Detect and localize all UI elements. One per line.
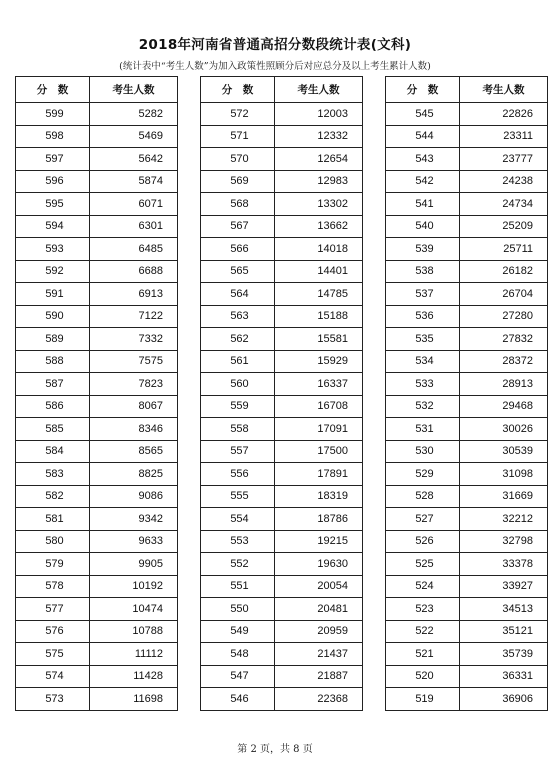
score-cell: 570 xyxy=(201,148,275,171)
table-row xyxy=(386,328,548,351)
score-cell: 565 xyxy=(201,260,275,283)
score-cell: 588 xyxy=(16,350,90,373)
table-row xyxy=(386,508,548,531)
table-row xyxy=(201,328,363,351)
score-cell: 564 xyxy=(201,283,275,306)
table-row xyxy=(201,350,363,373)
table-row xyxy=(201,643,363,666)
score-cell: 568 xyxy=(201,193,275,216)
score-cell: 573 xyxy=(16,688,90,711)
count-cell: 14785 xyxy=(275,283,363,306)
table-row xyxy=(201,665,363,688)
score-cell: 558 xyxy=(201,418,275,441)
count-cell: 12983 xyxy=(275,170,363,193)
count-cell: 31669 xyxy=(460,485,548,508)
score-cell: 542 xyxy=(386,170,460,193)
score-cell: 538 xyxy=(386,260,460,283)
count-cell: 5469 xyxy=(90,125,178,148)
count-cell: 17091 xyxy=(275,418,363,441)
table-row xyxy=(386,103,548,126)
table-row xyxy=(386,643,548,666)
count-cell: 11698 xyxy=(90,688,178,711)
score-cell: 536 xyxy=(386,305,460,328)
count-cell: 6301 xyxy=(90,215,178,238)
count-cell: 34513 xyxy=(460,598,548,621)
table-row xyxy=(386,238,548,261)
count-cell: 5282 xyxy=(90,103,178,126)
score-cell: 552 xyxy=(201,553,275,576)
count-cell: 14401 xyxy=(275,260,363,283)
header-score: 分 数 xyxy=(386,77,460,103)
count-cell: 15188 xyxy=(275,305,363,328)
table-row xyxy=(201,260,363,283)
score-cell: 549 xyxy=(201,620,275,643)
header-score: 分 数 xyxy=(201,77,275,103)
count-cell: 26182 xyxy=(460,260,548,283)
count-cell: 5874 xyxy=(90,170,178,193)
table-row xyxy=(201,125,363,148)
table-row xyxy=(16,418,178,441)
score-cell: 577 xyxy=(16,598,90,621)
score-cell: 575 xyxy=(16,643,90,666)
table-row xyxy=(201,373,363,396)
score-cell: 592 xyxy=(16,260,90,283)
count-cell: 24238 xyxy=(460,170,548,193)
table-row xyxy=(386,350,548,373)
table-row xyxy=(16,103,178,126)
count-cell: 8067 xyxy=(90,395,178,418)
score-cell: 550 xyxy=(201,598,275,621)
count-cell: 20054 xyxy=(275,575,363,598)
count-cell: 9633 xyxy=(90,530,178,553)
table-row xyxy=(16,193,178,216)
table-row xyxy=(201,508,363,531)
table-row xyxy=(16,215,178,238)
count-cell: 16708 xyxy=(275,395,363,418)
table-row xyxy=(201,418,363,441)
table-row xyxy=(16,508,178,531)
score-cell: 581 xyxy=(16,508,90,531)
score-cell: 591 xyxy=(16,283,90,306)
score-cell: 525 xyxy=(386,553,460,576)
table-row xyxy=(201,193,363,216)
count-cell: 35121 xyxy=(460,620,548,643)
score-cell: 548 xyxy=(201,643,275,666)
score-cell: 590 xyxy=(16,305,90,328)
table-row xyxy=(201,440,363,463)
table-row xyxy=(16,283,178,306)
table-row xyxy=(201,283,363,306)
score-cell: 520 xyxy=(386,665,460,688)
header-count: 考生人数 xyxy=(460,77,548,103)
table-row xyxy=(16,170,178,193)
score-cell: 559 xyxy=(201,395,275,418)
table-row xyxy=(386,553,548,576)
score-cell: 561 xyxy=(201,350,275,373)
table-row xyxy=(386,148,548,171)
score-cell: 547 xyxy=(201,665,275,688)
count-cell: 7122 xyxy=(90,305,178,328)
score-cell: 540 xyxy=(386,215,460,238)
score-cell: 556 xyxy=(201,463,275,486)
table-row xyxy=(16,260,178,283)
score-cell: 578 xyxy=(16,575,90,598)
count-cell: 15581 xyxy=(275,328,363,351)
score-cell: 521 xyxy=(386,643,460,666)
count-cell: 8565 xyxy=(90,440,178,463)
count-cell: 6688 xyxy=(90,260,178,283)
table-row xyxy=(201,575,363,598)
count-cell: 8825 xyxy=(90,463,178,486)
score-cell: 593 xyxy=(16,238,90,261)
table-row xyxy=(386,418,548,441)
score-cell: 571 xyxy=(201,125,275,148)
table-row xyxy=(386,688,548,711)
table-row xyxy=(16,440,178,463)
score-cell: 551 xyxy=(201,575,275,598)
score-cell: 524 xyxy=(386,575,460,598)
table-row xyxy=(16,350,178,373)
score-cell: 557 xyxy=(201,440,275,463)
count-cell: 21887 xyxy=(275,665,363,688)
count-cell: 30539 xyxy=(460,440,548,463)
count-cell: 22826 xyxy=(460,103,548,126)
count-cell: 12332 xyxy=(275,125,363,148)
count-cell: 25209 xyxy=(460,215,548,238)
count-cell: 18319 xyxy=(275,485,363,508)
score-cell: 553 xyxy=(201,530,275,553)
count-cell: 28372 xyxy=(460,350,548,373)
score-cell: 535 xyxy=(386,328,460,351)
count-cell: 33927 xyxy=(460,575,548,598)
count-cell: 27280 xyxy=(460,305,548,328)
count-cell: 13662 xyxy=(275,215,363,238)
count-cell: 36906 xyxy=(460,688,548,711)
table-row xyxy=(16,463,178,486)
count-cell: 9342 xyxy=(90,508,178,531)
score-cell: 583 xyxy=(16,463,90,486)
count-cell: 6913 xyxy=(90,283,178,306)
score-cell: 522 xyxy=(386,620,460,643)
table-row xyxy=(16,395,178,418)
score-cell: 582 xyxy=(16,485,90,508)
table-row xyxy=(16,643,178,666)
table-row xyxy=(201,598,363,621)
count-cell: 11428 xyxy=(90,665,178,688)
table-row xyxy=(201,553,363,576)
score-cell: 566 xyxy=(201,238,275,261)
count-cell: 27832 xyxy=(460,328,548,351)
count-cell: 6071 xyxy=(90,193,178,216)
count-cell: 20481 xyxy=(275,598,363,621)
score-cell: 539 xyxy=(386,238,460,261)
table-row xyxy=(386,125,548,148)
count-cell: 7332 xyxy=(90,328,178,351)
table-row xyxy=(16,328,178,351)
table-row xyxy=(386,620,548,643)
score-cell: 580 xyxy=(16,530,90,553)
page-title: 2018年河南省普通高招分数段统计表(文科) xyxy=(138,37,412,53)
count-cell: 19630 xyxy=(275,553,363,576)
count-cell: 23311 xyxy=(460,125,548,148)
count-cell: 29468 xyxy=(460,395,548,418)
count-cell: 23777 xyxy=(460,148,548,171)
table-row xyxy=(201,688,363,711)
score-cell: 527 xyxy=(386,508,460,531)
table-row xyxy=(386,440,548,463)
score-cell: 589 xyxy=(16,328,90,351)
count-cell: 31098 xyxy=(460,463,548,486)
score-cell: 543 xyxy=(386,148,460,171)
table-row xyxy=(16,665,178,688)
table-row xyxy=(16,305,178,328)
count-cell: 25711 xyxy=(460,238,548,261)
count-cell: 33378 xyxy=(460,553,548,576)
score-cell: 562 xyxy=(201,328,275,351)
score-cell: 596 xyxy=(16,170,90,193)
count-cell: 15929 xyxy=(275,350,363,373)
page-subtitle: (统计表中“考生人数”为加入政策性照顾分后对应总分及以上考生累计人数) xyxy=(119,61,431,72)
count-cell: 19215 xyxy=(275,530,363,553)
score-cell: 554 xyxy=(201,508,275,531)
table-row xyxy=(16,485,178,508)
score-cell: 555 xyxy=(201,485,275,508)
table-row xyxy=(16,575,178,598)
count-cell: 24734 xyxy=(460,193,548,216)
table-row xyxy=(386,530,548,553)
table-row xyxy=(201,530,363,553)
table-row xyxy=(201,215,363,238)
header-count: 考生人数 xyxy=(275,77,363,103)
count-cell: 11112 xyxy=(90,643,178,666)
score-cell: 574 xyxy=(16,665,90,688)
count-cell: 12654 xyxy=(275,148,363,171)
count-cell: 17891 xyxy=(275,463,363,486)
score-cell: 529 xyxy=(386,463,460,486)
count-cell: 10474 xyxy=(90,598,178,621)
table-row xyxy=(386,215,548,238)
score-cell: 598 xyxy=(16,125,90,148)
score-cell: 534 xyxy=(386,350,460,373)
count-cell: 5642 xyxy=(90,148,178,171)
table-row xyxy=(386,260,548,283)
count-cell: 12003 xyxy=(275,103,363,126)
score-cell: 584 xyxy=(16,440,90,463)
score-cell: 530 xyxy=(386,440,460,463)
count-cell: 26704 xyxy=(460,283,548,306)
score-cell: 563 xyxy=(201,305,275,328)
score-cell: 597 xyxy=(16,148,90,171)
table-row xyxy=(386,463,548,486)
table-row xyxy=(386,598,548,621)
count-cell: 28913 xyxy=(460,373,548,396)
score-cell: 576 xyxy=(16,620,90,643)
score-cell: 586 xyxy=(16,395,90,418)
table-row xyxy=(16,238,178,261)
score-table-3 xyxy=(385,76,548,711)
table-row xyxy=(386,283,548,306)
count-cell: 10788 xyxy=(90,620,178,643)
score-table-2 xyxy=(200,76,363,711)
count-cell: 9905 xyxy=(90,553,178,576)
count-cell: 30026 xyxy=(460,418,548,441)
score-cell: 546 xyxy=(201,688,275,711)
count-cell: 7823 xyxy=(90,373,178,396)
count-cell: 35739 xyxy=(460,643,548,666)
table-row xyxy=(16,598,178,621)
score-cell: 595 xyxy=(16,193,90,216)
score-cell: 594 xyxy=(16,215,90,238)
score-cell: 523 xyxy=(386,598,460,621)
count-cell: 7575 xyxy=(90,350,178,373)
count-cell: 13302 xyxy=(275,193,363,216)
count-cell: 32212 xyxy=(460,508,548,531)
count-cell: 10192 xyxy=(90,575,178,598)
header-score: 分 数 xyxy=(16,77,90,103)
table-row xyxy=(386,305,548,328)
count-cell: 18786 xyxy=(275,508,363,531)
score-cell: 519 xyxy=(386,688,460,711)
count-cell: 6485 xyxy=(90,238,178,261)
score-cell: 585 xyxy=(16,418,90,441)
score-cell: 599 xyxy=(16,103,90,126)
table-row xyxy=(386,485,548,508)
count-cell: 22368 xyxy=(275,688,363,711)
table-row xyxy=(16,125,178,148)
count-cell: 32798 xyxy=(460,530,548,553)
table-row xyxy=(386,170,548,193)
table-row xyxy=(201,170,363,193)
header-count: 考生人数 xyxy=(90,77,178,103)
score-cell: 560 xyxy=(201,373,275,396)
table-row xyxy=(16,553,178,576)
score-cell: 587 xyxy=(16,373,90,396)
table-row xyxy=(201,620,363,643)
page-footer: 第 2 页，共 8 页 xyxy=(237,744,313,755)
table-row xyxy=(16,620,178,643)
count-cell: 8346 xyxy=(90,418,178,441)
table-row xyxy=(16,530,178,553)
score-cell: 567 xyxy=(201,215,275,238)
table-row xyxy=(386,665,548,688)
score-cell: 572 xyxy=(201,103,275,126)
table-row xyxy=(386,575,548,598)
count-cell: 14018 xyxy=(275,238,363,261)
table-row xyxy=(201,485,363,508)
count-cell: 36331 xyxy=(460,665,548,688)
score-cell: 541 xyxy=(386,193,460,216)
score-table-1 xyxy=(15,76,178,711)
table-row xyxy=(201,238,363,261)
score-cell: 579 xyxy=(16,553,90,576)
table-row xyxy=(386,193,548,216)
count-cell: 16337 xyxy=(275,373,363,396)
score-cell: 533 xyxy=(386,373,460,396)
table-row xyxy=(16,148,178,171)
table-row xyxy=(201,148,363,171)
score-cell: 569 xyxy=(201,170,275,193)
table-row xyxy=(201,103,363,126)
score-cell: 532 xyxy=(386,395,460,418)
table-row xyxy=(16,688,178,711)
table-row xyxy=(201,463,363,486)
count-cell: 21437 xyxy=(275,643,363,666)
score-cell: 531 xyxy=(386,418,460,441)
table-row xyxy=(386,395,548,418)
table-row xyxy=(201,305,363,328)
score-cell: 537 xyxy=(386,283,460,306)
score-cell: 528 xyxy=(386,485,460,508)
count-cell: 17500 xyxy=(275,440,363,463)
table-row xyxy=(386,373,548,396)
table-row xyxy=(16,373,178,396)
count-cell: 20959 xyxy=(275,620,363,643)
table-row xyxy=(201,395,363,418)
score-cell: 544 xyxy=(386,125,460,148)
score-cell: 526 xyxy=(386,530,460,553)
count-cell: 9086 xyxy=(90,485,178,508)
score-cell: 545 xyxy=(386,103,460,126)
